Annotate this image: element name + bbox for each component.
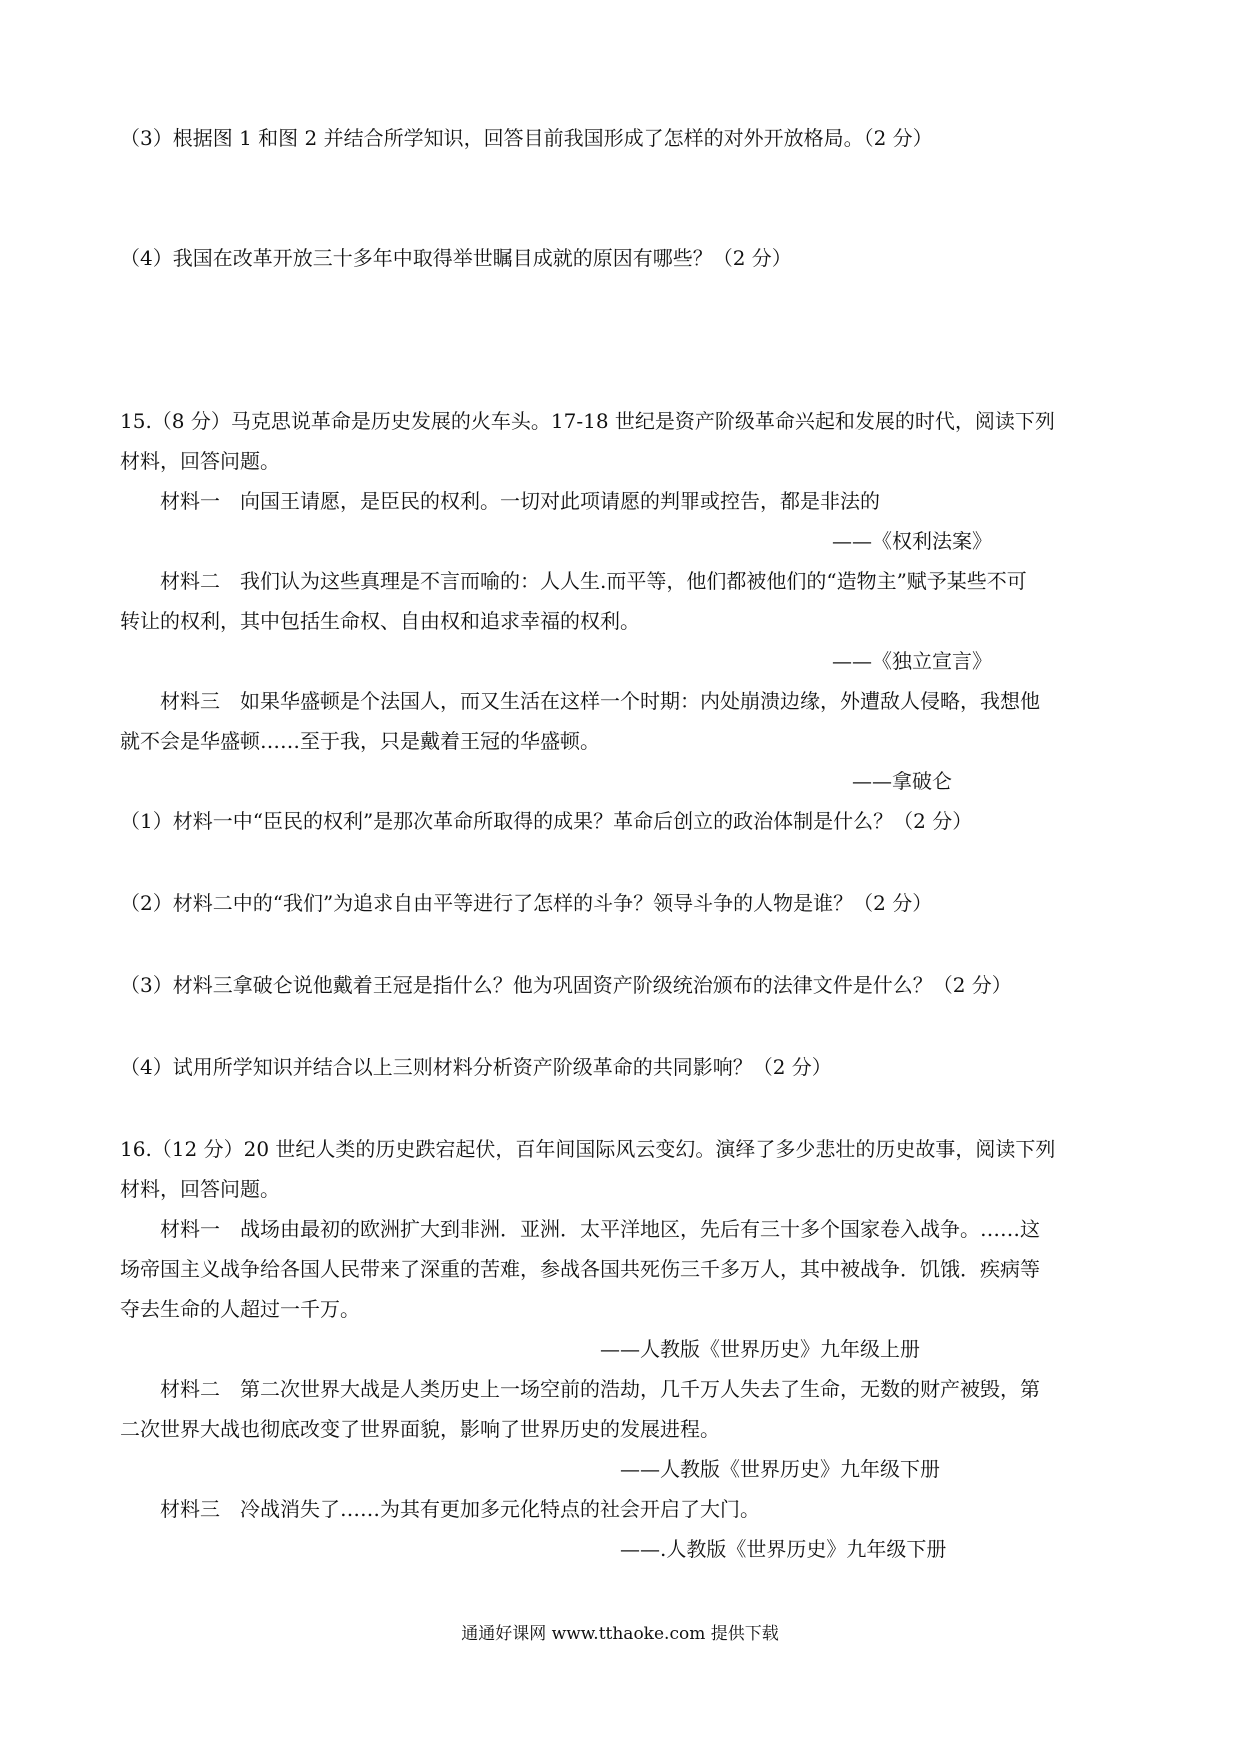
q15-material2-source: ——《独立宣言》	[832, 649, 992, 673]
q15-sub2: （2）材料二中的“我们”为追求自由平等进行了怎样的斗争？领导斗争的人物是谁？（2 分）	[120, 891, 933, 915]
q16-material2-line2: 二次世界大战也彻底改变了世界面貌，影响了世界历史的发展进程。	[120, 1417, 720, 1441]
page-footer: 通通好课网 www.tthaoke.com 提供下载	[461, 1624, 779, 1644]
q15-sub3: （3）材料三拿破仑说他戴着王冠是指什么？他为巩固资产阶级统治颁布的法律文件是什么？（2 分）	[120, 973, 1012, 997]
q16-material2-line1: 材料二 第二次世界大战是人类历史上一场空前的浩劫，几千万人失去了生命，无数的财产被毁，第	[160, 1377, 1040, 1401]
q16-intro-line1: 16.（12 分）20 世纪人类的历史跌宕起伏，百年间国际风云变幻。演绎了多少悲壮的历史故事，阅读下列	[120, 1137, 1056, 1161]
q15-intro-line2: 材料，回答问题。	[120, 449, 280, 473]
q16-material1-line2: 场帝国主义战争给各国人民带来了深重的苦难，参战各国共死伤三千多万人，其中被战争．饥饿．疾病等	[120, 1257, 1040, 1281]
q16-intro-line2: 材料，回答问题。	[120, 1177, 280, 1201]
q16-material1-line1: 材料一 战场由最初的欧洲扩大到非洲．亚洲．太平洋地区，先后有三十多个国家卷入战争。……这	[160, 1217, 1040, 1241]
q15-sub1: （1）材料一中“臣民的权利”是那次革命所取得的成果？革命后创立的政治体制是什么？（2 分）	[120, 809, 973, 833]
q15-intro-line1: 15.（8 分）马克思说革命是历史发展的火车头。17-18 世纪是资产阶级革命兴起和发展的时代，阅读下列	[120, 409, 1055, 433]
q16-material1-line3: 夺去生命的人超过一千万。	[120, 1297, 360, 1321]
q16-material1-source: ——人教版《世界历史》九年级上册	[600, 1337, 920, 1361]
q16-material3-source: ——.人教版《世界历史》九年级下册	[620, 1537, 947, 1561]
q15-sub4: （4）试用所学知识并结合以上三则材料分析资产阶级革命的共同影响？（2 分）	[120, 1055, 832, 1079]
q15-material3-line2: 就不会是华盛顿……至于我，只是戴着王冠的华盛顿。	[120, 729, 600, 753]
q14-sub3: （3）根据图 1 和图 2 并结合所学知识，回答目前我国形成了怎样的对外开放格局。（2 分）	[120, 126, 933, 150]
q16-material2-source: ——人教版《世界历史》九年级下册	[620, 1457, 940, 1481]
q16-material3: 材料三 冷战消失了……为其有更加多元化特点的社会开启了大门。	[160, 1497, 760, 1521]
q15-material2-line2: 转让的权利，其中包括生命权、自由权和追求幸福的权利。	[120, 609, 640, 633]
q14-sub4: （4）我国在改革开放三十多年中取得举世瞩目成就的原因有哪些？（2 分）	[120, 246, 792, 270]
q15-material3-source: ——拿破仑	[852, 769, 952, 793]
q15-material1: 材料一 向国王请愿，是臣民的权利。一切对此项请愿的判罪或控告，都是非法的	[160, 489, 880, 513]
q15-material2-line1: 材料二 我们认为这些真理是不言而喻的：人人生.而平等，他们都被他们的“造物主”赋予某些不可	[160, 569, 1027, 593]
q15-material3-line1: 材料三 如果华盛顿是个法国人，而又生活在这样一个时期：内处崩溃边缘，外遭敌人侵略，我想他	[160, 689, 1040, 713]
q15-material1-source: ——《权利法案》	[832, 529, 992, 553]
